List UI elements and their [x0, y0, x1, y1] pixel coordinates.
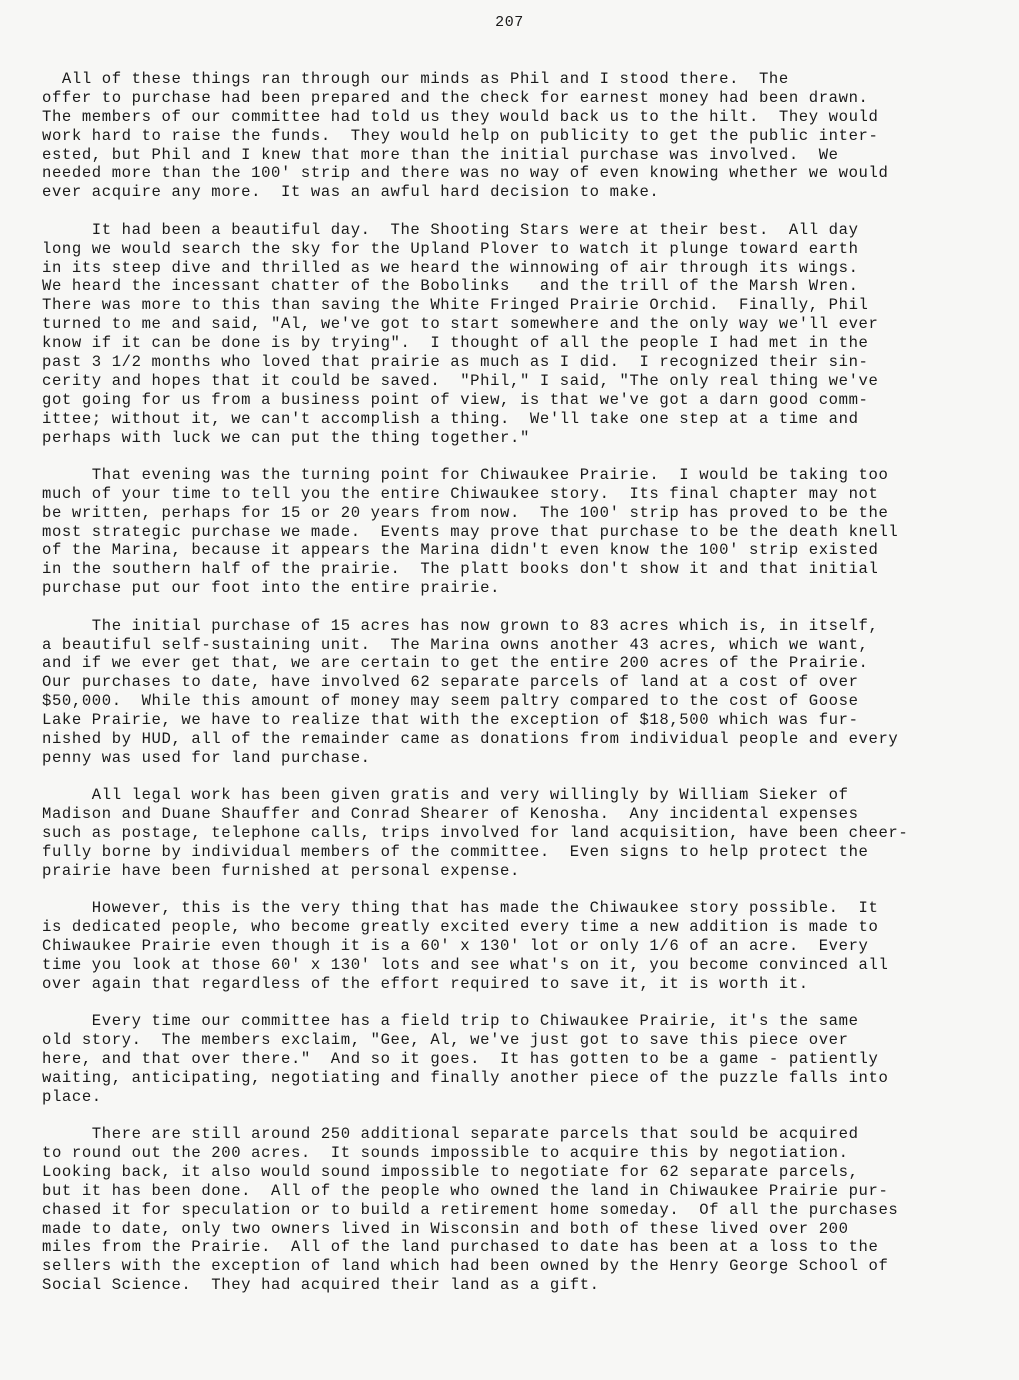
text-line: know if it can be done is by trying". I thought of all the people I had met in the — [42, 334, 869, 353]
text-line: Every time our committee has a field trip to Chiwaukee Prairie, it's the same — [42, 1012, 859, 1031]
text-line: cerity and hopes that it could be saved. "Phil," I said, "The only real thing we've — [42, 371, 879, 390]
text-line: made to date, only two owners lived in Wisconsin and both of these lived over 200 — [42, 1219, 849, 1238]
paragraph-8 — [42, 1125, 1019, 1295]
text-line: work hard to raise the funds. They would help on publicity to get the public inter- — [42, 126, 879, 145]
text-line: That evening was the turning point for Chiwaukee Prairie. I would be taking too — [42, 465, 889, 484]
text-line: to round out the 200 acres. It sounds impossible to acquire this by negotiation. — [42, 1144, 849, 1163]
text-line: and if we ever get that, we are certain to get the entire 200 acres of the Prairie. — [42, 654, 869, 673]
text-line: but it has been done. All of the people who owned the land in Chiwaukee Prairie pur- — [42, 1181, 889, 1200]
text-line: long we would search the sky for the Upland Plover to watch it plunge toward earth — [42, 239, 859, 258]
text-line: a beautiful self-sustaining unit. The Marina owns another 43 acres, which we want, — [42, 635, 869, 654]
text-line: Chiwaukee Prairie even though it is a 60' x 130' lot or only 1/6 of an acre. Every — [42, 937, 869, 956]
text-line: in the southern half of the prairie. The platt books don't show it and that initial — [42, 560, 879, 579]
text-line: offer to purchase had been prepared and the check for earnest money had been drawn. — [42, 88, 869, 107]
paragraph-7 — [42, 1012, 1019, 1106]
text-line: got going for us from a business point of view, is that we've got a darn good comm- — [42, 390, 869, 409]
text-line: There are still around 250 additional separate parcels that sould be acquired — [42, 1125, 859, 1144]
text-line: past 3 1/2 months who loved that prairie as much as I did. I recognized their sin- — [42, 352, 869, 371]
text-line: such as postage, telephone calls, trips involved for land acquisition, have been cheer- — [42, 824, 909, 843]
text-line: purchase put our foot into the entire prairie. — [42, 579, 501, 598]
text-line: Looking back, it also would sound impossible to negotiate for 62 separate parcels, — [42, 1162, 859, 1181]
text-line: of the Marina, because it appears the Marina didn't even know the 100' strip existed — [42, 541, 879, 560]
text-line: ittee; without it, we can't accomplish a thing. We'll take one step at a time and — [42, 409, 859, 428]
text-line: miles from the Prairie. All of the land purchased to date has been at a loss to the — [42, 1238, 879, 1257]
text-line: chased it for speculation or to build a retirement home someday. Of all the purchases — [42, 1200, 899, 1219]
text-line: waiting, anticipating, negotiating and finally another piece of the puzzle falls into — [42, 1068, 889, 1087]
page-number: 207 — [495, 14, 524, 31]
text-line: prairie have been furnished at personal expense. — [42, 861, 520, 880]
text-line: Social Science. They had acquired their land as a gift. — [42, 1276, 600, 1295]
text-line: over again that regardless of the effort required to save it, it is worth it. — [42, 974, 809, 993]
text-line: The members of our committee had told us they would back us to the hilt. They would — [42, 107, 879, 126]
text-line: time you look at those 60' x 130' lots and see what's on it, you become convinced all — [42, 955, 889, 974]
text-line: in its steep dive and thrilled as we heard the winnowing of air through its wings. — [42, 258, 859, 277]
text-line: There was more to this than saving the White Fringed Prairie Orchid. Finally, Phil — [42, 296, 869, 315]
text-line: Madison and Duane Shauffer and Conrad Shearer of Kenosha. Any incidental expenses — [42, 805, 859, 824]
text-line: Lake Prairie, we have to realize that with the exception of $18,500 which was fur- — [42, 711, 859, 730]
text-line: turned to me and said, "Al, we've got to start somewhere and the only way we'll ever — [42, 315, 879, 334]
text-line: much of your time to tell you the entire Chiwaukee story. Its final chapter may not — [42, 484, 879, 503]
text-line: penny was used for land purchase. — [42, 748, 371, 767]
text-line: needed more than the 100' strip and there was no way of even knowing whether we would — [42, 164, 889, 183]
paragraph-2 — [42, 221, 1019, 448]
text-line: Our purchases to date, have involved 62 separate parcels of land at a cost of over — [42, 673, 859, 692]
text-line: sellers with the exception of land which had been owned by the Henry George School of — [42, 1257, 889, 1276]
text-line: $50,000. While this amount of money may seem paltry compared to the cost of Goose — [42, 692, 859, 711]
text-line: be written, perhaps for 15 or 20 years from now. The 100' strip has proved to be the — [42, 503, 889, 522]
text-line: place. — [42, 1087, 102, 1106]
text-line: nished by HUD, all of the remainder came as donations from individual people and every — [42, 730, 899, 748]
text-line: We heard the incessant chatter of the Bobolinks and the trill of the Marsh Wren. — [42, 277, 859, 296]
text-line: here, and that over there." And so it goes. It has gotten to be a game - patiently — [42, 1049, 879, 1068]
text-line: All of these things ran through our minds as Phil and I stood there. The — [42, 70, 789, 88]
text-line: old story. The members exclaim, "Gee, Al, we've just got to save this piece over — [42, 1031, 849, 1050]
paragraph-5 — [42, 786, 1019, 880]
text-line: perhaps with luck we can put the thing together." — [42, 428, 530, 447]
text-line: most strategic purchase we made. Events may prove that purchase to be the death knell — [42, 522, 899, 541]
paragraph-3 — [42, 466, 1019, 598]
text-line: However, this is the very thing that has made the Chiwaukee story possible. It — [42, 899, 879, 918]
text-line: ested, but Phil and I knew that more than the initial purchase was involved. We — [42, 145, 839, 164]
text-line: ever acquire any more. It was an awful hard decision to make. — [42, 183, 660, 202]
body-text — [42, 70, 1019, 1314]
text-line: The initial purchase of 15 acres has now grown to 83 acres which is, in itself, — [42, 616, 879, 635]
paragraph-6 — [42, 899, 1019, 993]
paragraph-1 — [42, 70, 1019, 202]
text-line: All legal work has been given gratis and very willingly by William Sieker of — [42, 786, 849, 805]
text-line: is dedicated people, who become greatly excited every time a new addition is made to — [42, 918, 879, 937]
text-line: fully borne by individual members of the committee. Even signs to help protect the — [42, 842, 869, 861]
paragraph-4 — [42, 617, 1019, 768]
text-line: It had been a beautiful day. The Shooting Stars were at their best. All day — [42, 220, 859, 239]
